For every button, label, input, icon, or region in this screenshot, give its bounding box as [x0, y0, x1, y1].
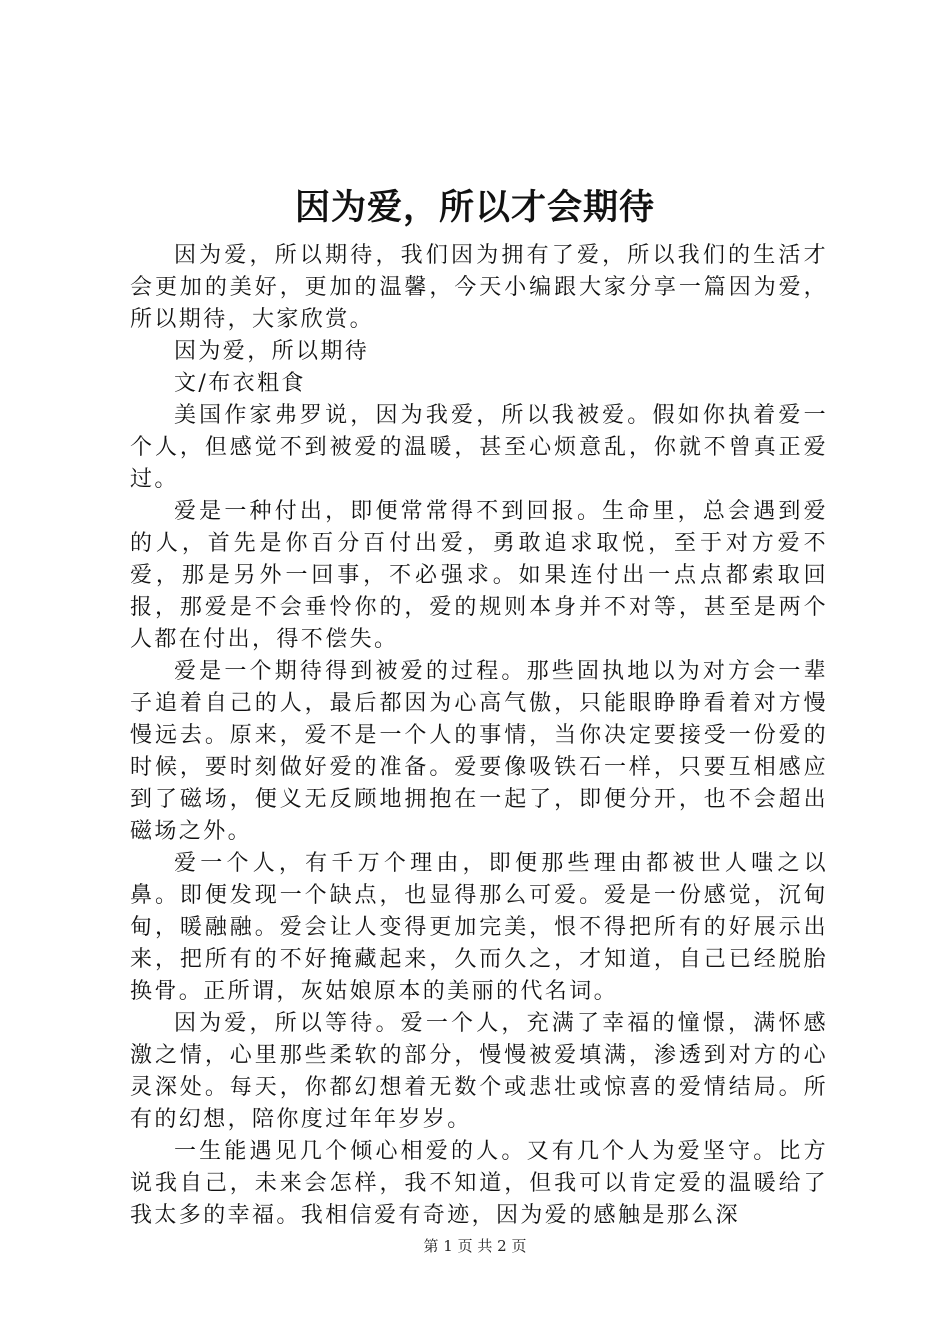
document-body — [130, 240, 828, 1232]
page-number: 第 1 页 共 2 页 — [423, 1237, 527, 1255]
body-paragraph: 爱一个人，有千万个理由，即便那些理由都被世人嗤之以鼻。即便发现一个缺点，也显得那么可爱。爱是一份感觉，沉甸甸，暖融融。爱会让人变得更加完美，恨不得把所有的好展示出来，把所有的不好掩藏起来，久而久之，才知道，自己已经脱胎换骨。正所谓，灰姑娘原本的美丽的代名词。 — [130, 851, 828, 1004]
document-title: 因为爱，所以才会期待 — [294, 187, 655, 228]
body-paragraph: 一生能遇见几个倾心相爱的人。又有几个人为爱坚守。比方说我自己，未来会怎样，我不知道，但我可以肯定爱的温暖给了我太多的幸福。我相信爱有奇迹，因为爱的感触是那么深 — [130, 1139, 828, 1228]
intro-paragraph: 因为爱，所以期待，我们因为拥有了爱，所以我们的生活才会更加的美好，更加的温馨，今天小编跟大家分享一篇因为爱，所以期待，大家欣赏。 — [130, 243, 828, 332]
page-footer — [0, 1236, 950, 1256]
article-byline: 文/布衣粗食 — [174, 371, 306, 396]
body-paragraph: 爱是一个期待得到被爱的过程。那些固执地以为对方会一辈子追着自己的人，最后都因为心高气傲，只能眼睁睁看着对方慢慢远去。原来，爱不是一个人的事情，当你决定要接受一份爱的时候，要时刻做好爱的准备。爱要像吸铁石一样，只要互相感应到了磁场，便义无反顾地拥抱在一起了，即便分开，也不会超出磁场之外。 — [130, 659, 828, 844]
body-paragraph: 爱是一种付出，即便常常得不到回报。生命里，总会遇到爱的人，首先是你百分百付出爱，勇敢追求取悦，至于对方爱不爱，那是另外一回事，不必强求。如果连付出一点点都索取回报，那爱是不会垂怜你的，爱的规则本身并不对等，甚至是两个人都在付出，得不偿失。 — [130, 499, 828, 652]
article-heading: 因为爱，所以期待 — [174, 339, 370, 364]
body-paragraph: 美国作家弗罗说，因为我爱，所以我被爱。假如你执着爱一个人，但感觉不到被爱的温暖，甚至心烦意乱，你就不曾真正爱过。 — [130, 403, 828, 492]
body-paragraph: 因为爱，所以等待。爱一个人，充满了幸福的憧憬，满怀感激之情，心里那些柔软的部分，慢慢被爱填满，渗透到对方的心灵深处。每天，你都幻想着无数个或悲壮或惊喜的爱情结局。所有的幻想，陪你度过年年岁岁。 — [130, 1011, 828, 1132]
